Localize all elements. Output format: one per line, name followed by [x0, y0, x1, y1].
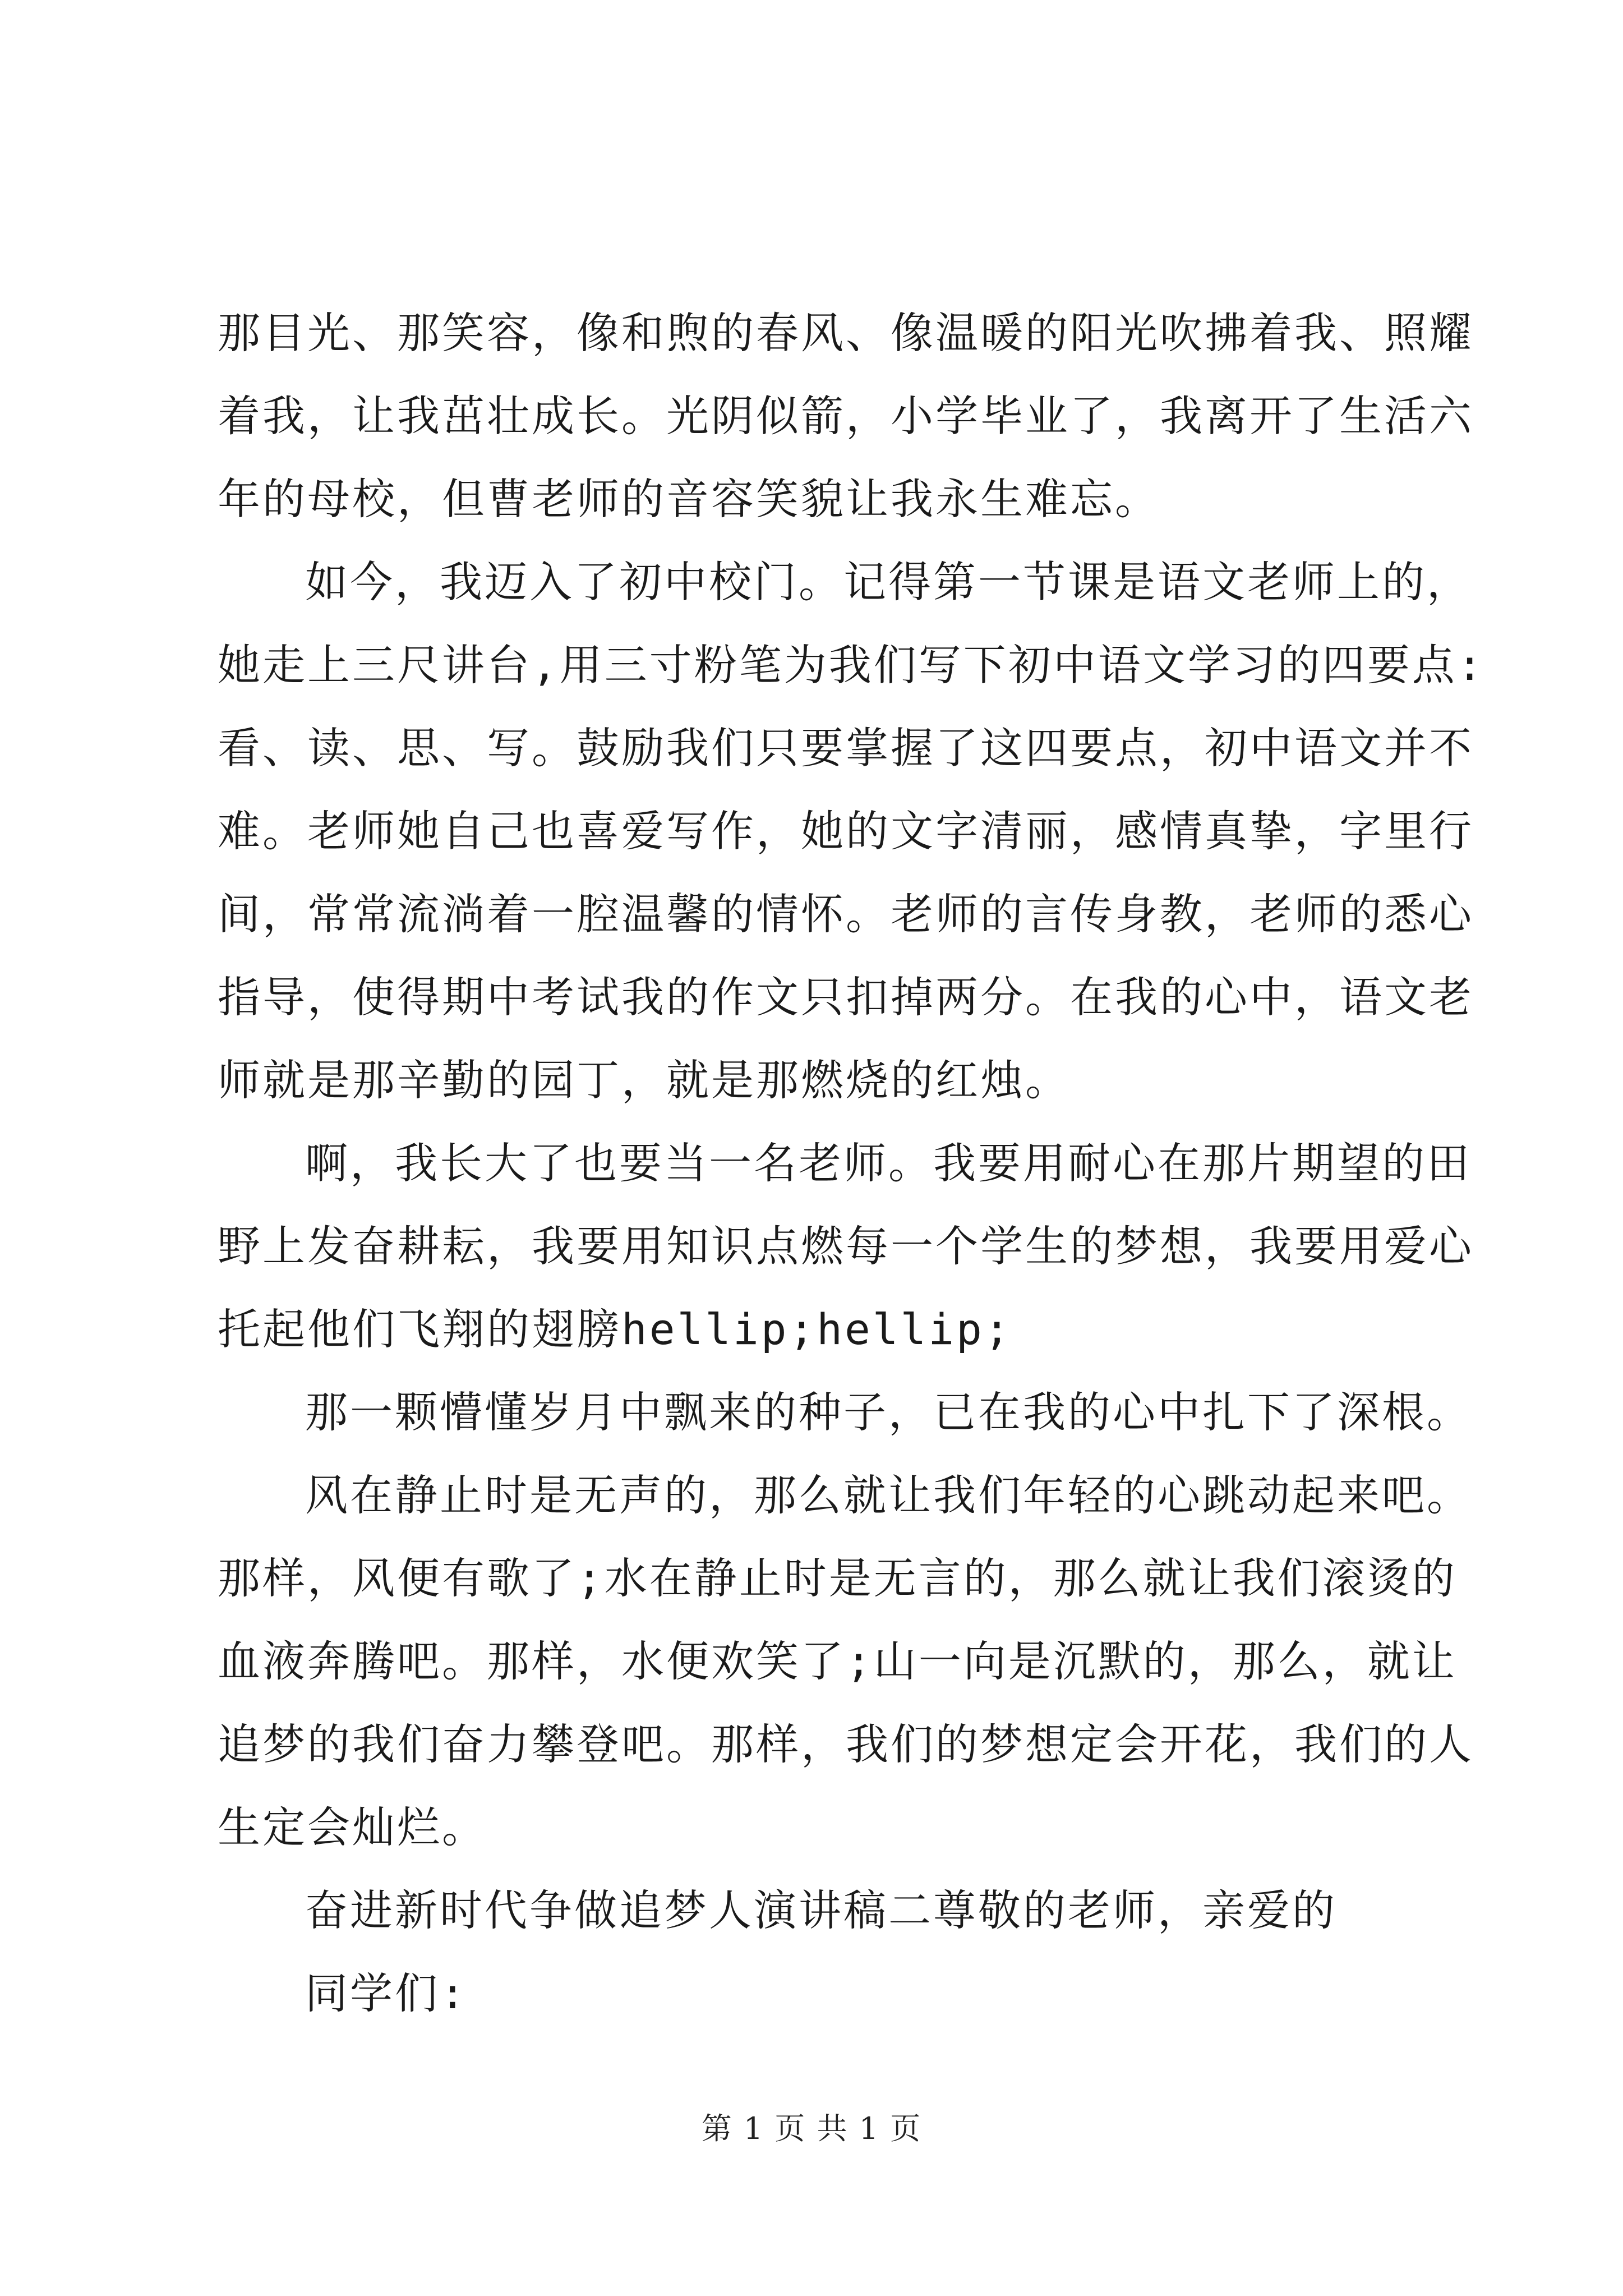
- text-line: 着我，让我茁壮成长。光阴似箭，小学毕业了，我离开了生活六: [218, 391, 1474, 441]
- text-line: 那一颗懵懂岁月中飘来的种子，已在我的心中扎下了深根。: [305, 1387, 1472, 1437]
- text-line: 如今，我迈入了初中校门。记得第一节课是语文老师上的，: [305, 557, 1472, 607]
- page-footer: 第 1 页 共 1 页: [701, 2111, 922, 2146]
- text-line: 野上发奋耕耘，我要用知识点燃每一个学生的梦想，我要用爱心: [218, 1221, 1474, 1271]
- text-line: 追梦的我们奋力攀登吧。那样，我们的梦想定会开花，我们的人: [218, 1719, 1474, 1769]
- text-line: 托起他们飞翔的翅膀hellip;hellip;: [218, 1304, 1012, 1354]
- text-line: 生定会灿烂。: [218, 1802, 487, 1852]
- text-line: 奋进新时代争做追梦人演讲稿二尊敬的老师，亲爱的: [305, 1885, 1337, 1935]
- text-line: 血液奔腾吧。那样，水便欢笑了;山一向是沉默的，那么，就让: [218, 1636, 1457, 1686]
- text-line: 年的母校，但曹老师的音容笑貌让我永生难忘。: [218, 474, 1160, 524]
- text-line: 她走上三尺讲台,用三寸粉笔为我们写下初中语文学习的四要点:: [218, 640, 1485, 690]
- text-line: 那样，风便有歌了;水在静止时是无言的，那么就让我们滚烫的: [218, 1553, 1457, 1603]
- text-line: 难。老师她自己也喜爱写作，她的文字清丽，感情真挚，字里行: [218, 806, 1474, 856]
- text-line: 间，常常流淌着一腔温馨的情怀。老师的言传身教，老师的悉心: [218, 889, 1474, 939]
- text-line: 那目光、那笑容，像和煦的春风、像温暖的阳光吹拂着我、照耀: [218, 308, 1474, 358]
- text-line: 师就是那辛勤的园丁，就是那燃烧的红烛。: [218, 1055, 1070, 1105]
- text-line: 指导，使得期中考试我的作文只扣掉两分。在我的心中，语文老: [218, 972, 1474, 1022]
- text-line: 看、读、思、写。鼓励我们只要掌握了这四要点，初中语文并不: [218, 723, 1474, 773]
- text-line: 啊，我长大了也要当一名老师。我要用耐心在那片期望的田: [305, 1138, 1472, 1188]
- text-line: 风在静止时是无声的，那么就让我们年轻的心跳动起来吧。: [305, 1470, 1472, 1520]
- text-line: 同学们:: [305, 1968, 468, 2018]
- document-body: [218, 292, 1485, 2035]
